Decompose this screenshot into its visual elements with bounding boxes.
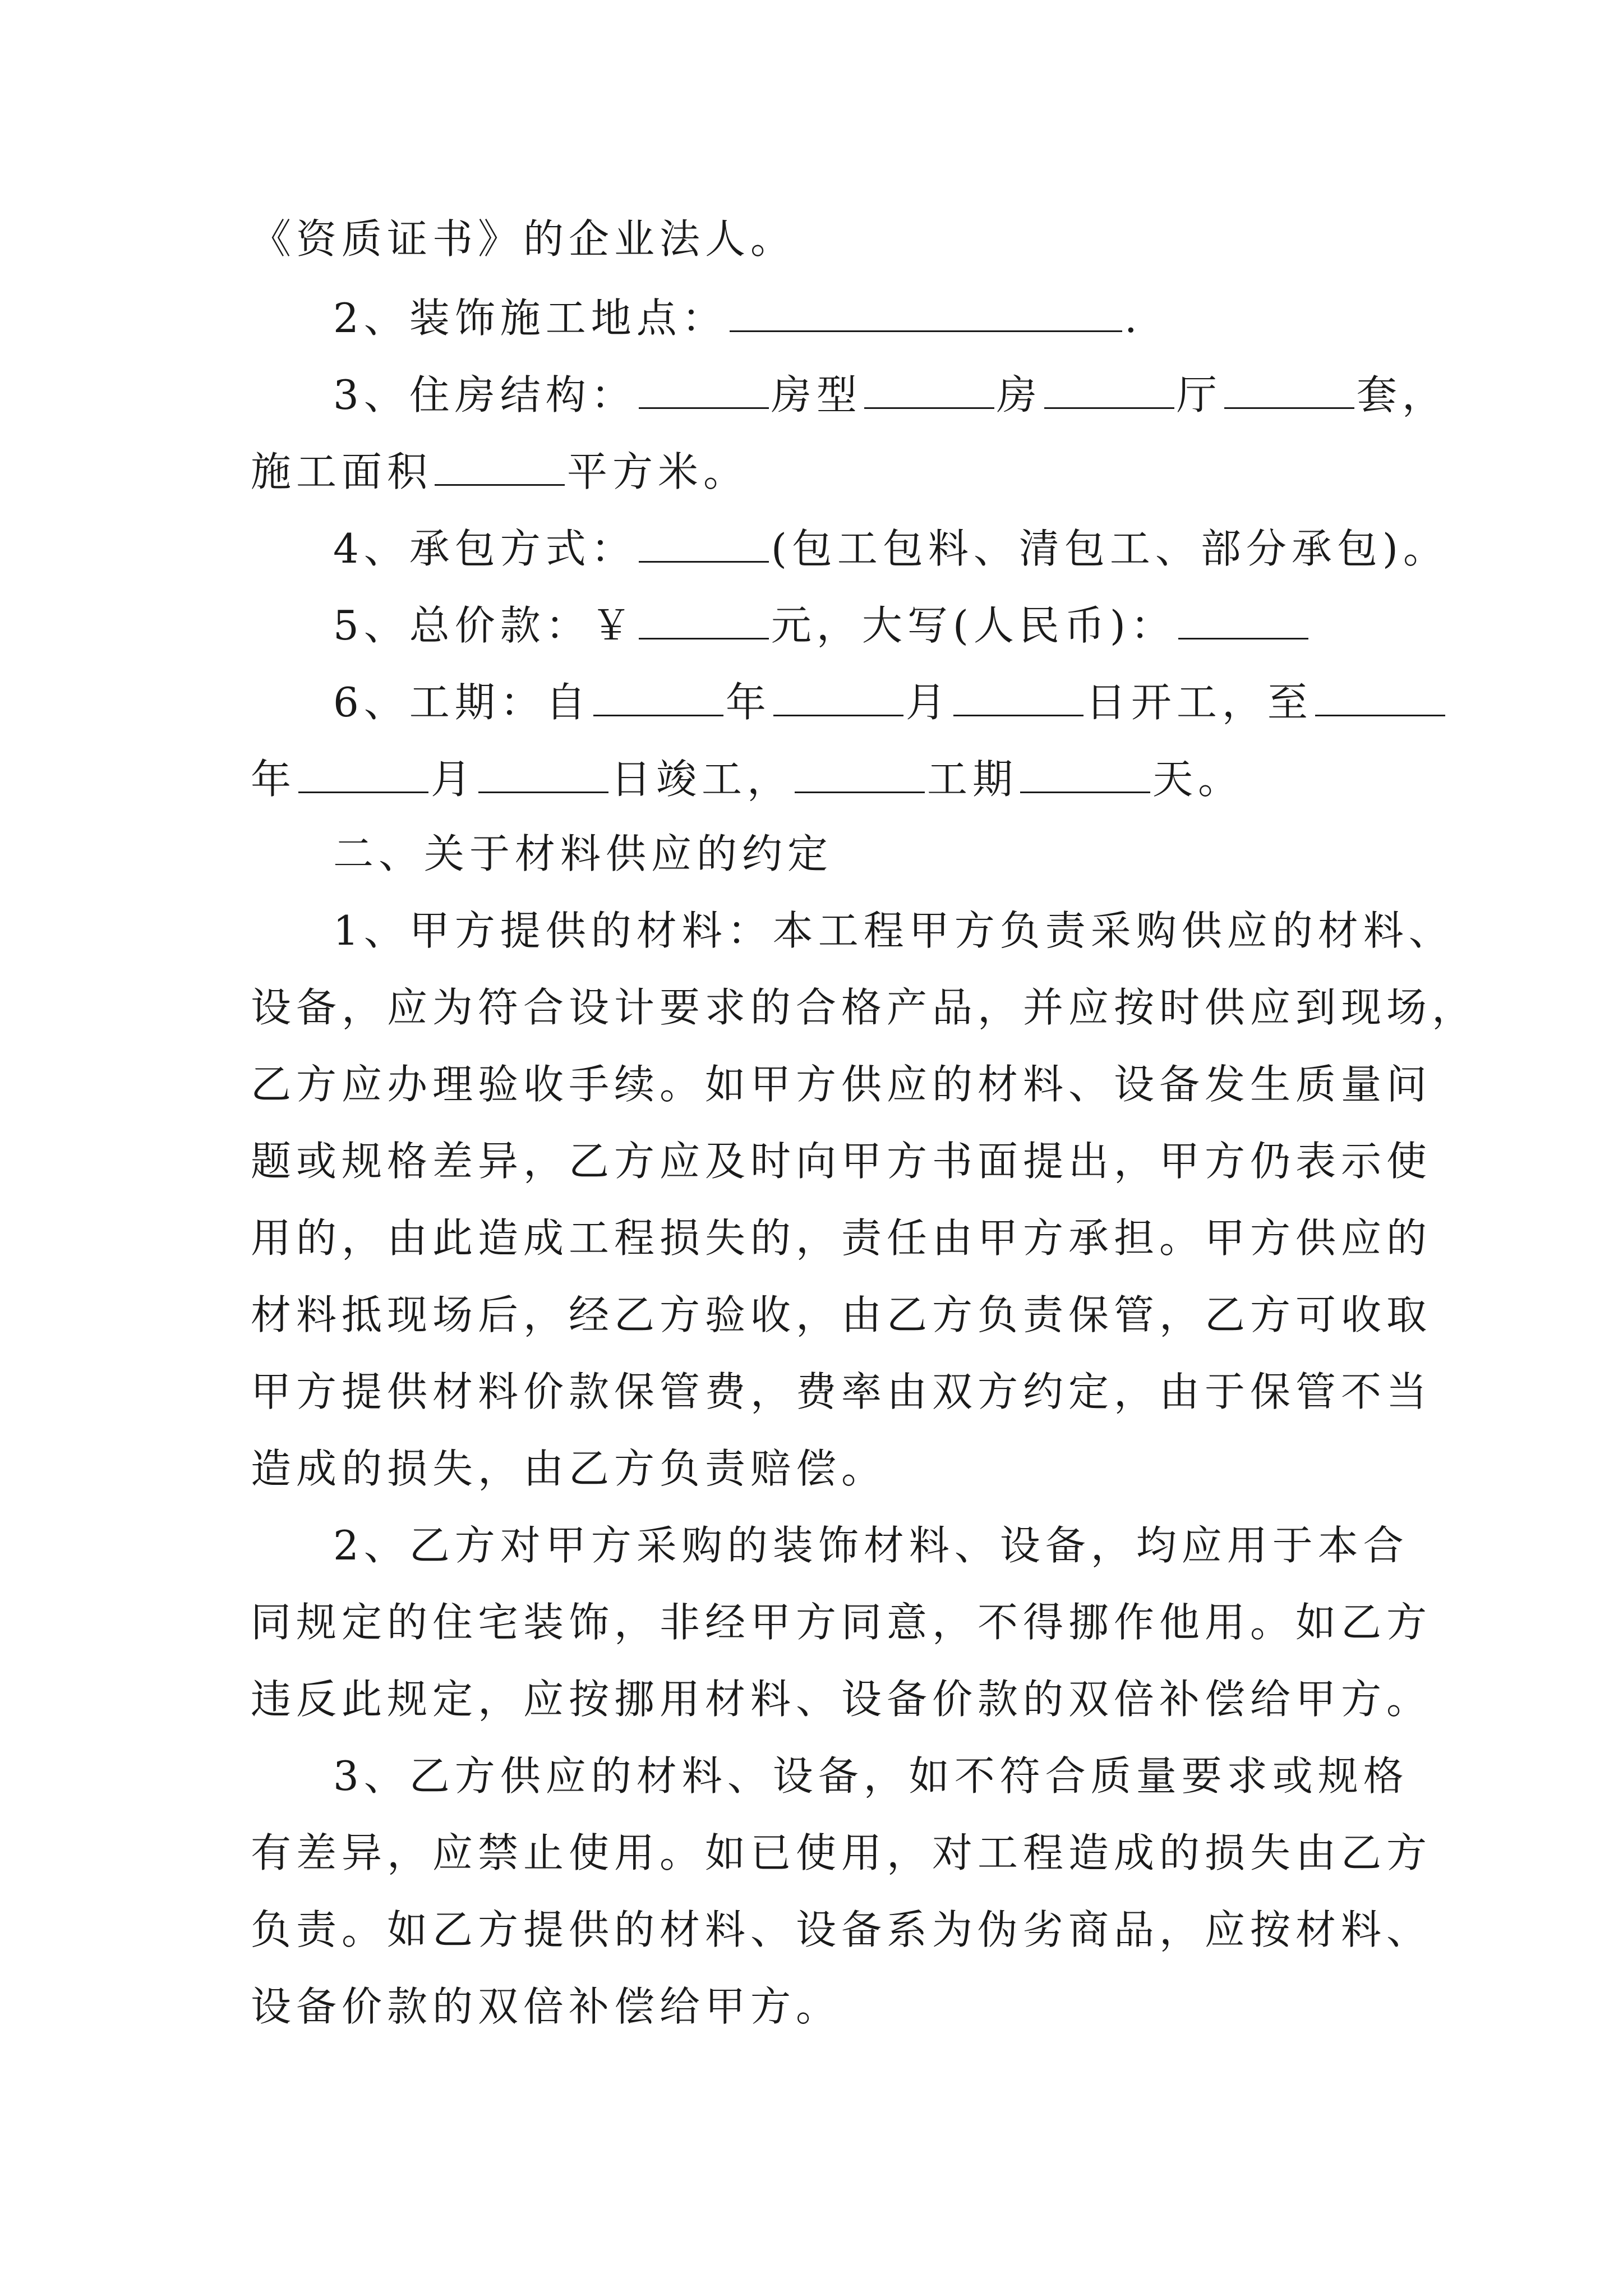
blank-field <box>639 372 769 409</box>
contract-method-line <box>333 525 1449 572</box>
blank-field <box>639 603 769 639</box>
blank-field <box>773 680 903 716</box>
text: 工期 <box>927 756 1018 803</box>
text: 题或规格差异，乙方应及时向甲方书面提出，甲方仍表示使 <box>251 1138 1432 1185</box>
blank-field <box>478 757 608 793</box>
text: 2、装饰施工地点： <box>333 295 727 342</box>
text: 负责。如乙方提供的材料、设备系为伪劣商品，应按材料、 <box>251 1906 1432 1953</box>
blank-field <box>639 526 769 563</box>
text: 同规定的住宅装饰，非经甲方同意，不得挪作他用。如乙方 <box>251 1599 1432 1646</box>
text: 平方米。 <box>567 448 749 495</box>
area-line <box>251 448 749 495</box>
text: 乙方应办理验收手续。如甲方供应的材料、设备发生质量问 <box>251 1061 1432 1108</box>
blank-field <box>864 372 994 409</box>
paragraph-line <box>333 1522 1409 1569</box>
section-title: 二、关于材料供应的约定 <box>333 830 833 877</box>
paragraph-line <box>333 1752 1409 1800</box>
text: 年 <box>251 756 297 803</box>
paragraph-line <box>251 984 1478 1031</box>
text: 2、乙方对甲方采购的装饰材料、设备，均应用于本合 <box>333 1522 1409 1569</box>
blank-field <box>1044 372 1174 409</box>
paragraph-line <box>251 1676 1432 1723</box>
text: 4、承包方式： <box>333 525 637 572</box>
text: 甲方提供材料价款保管费，费率由双方约定，由于保管不当 <box>251 1368 1432 1415</box>
text: 设备价款的双倍补偿给甲方。 <box>251 1983 842 2030</box>
paragraph-line <box>251 1829 1432 1876</box>
text: 日开工，至 <box>1085 679 1313 726</box>
blank-field <box>435 449 565 486</box>
blank-field <box>1224 372 1354 409</box>
paragraph-line <box>251 1368 1432 1415</box>
paragraph-line <box>251 1291 1432 1338</box>
paragraph-line <box>251 1983 842 2030</box>
text: 房 <box>996 371 1042 418</box>
paragraph-line <box>251 215 796 263</box>
total-price-line <box>333 602 1311 649</box>
text: 材料抵现场后，经乙方验收，由乙方负责保管，乙方可收取 <box>251 1291 1432 1338</box>
text: 违反此规定，应按挪用材料、设备价款的双倍补偿给甲方。 <box>251 1676 1432 1723</box>
text: 用的，由此造成工程损失的，责任由甲方承担。甲方供应的 <box>251 1214 1432 1262</box>
blank-field <box>1020 757 1150 793</box>
paragraph-line <box>251 1138 1432 1185</box>
text: 年 <box>725 679 771 726</box>
text: 3、住房结构： <box>333 371 637 418</box>
section-heading <box>333 830 833 877</box>
text: 施工面积 <box>251 448 433 495</box>
blank-field <box>1178 603 1308 639</box>
blank-field <box>795 757 925 793</box>
text: . <box>1124 295 1142 342</box>
text: 月 <box>905 679 951 726</box>
text: 套， <box>1356 371 1447 418</box>
blank-field <box>593 680 723 716</box>
blank-field <box>730 296 1122 332</box>
text: 1、甲方提供的材料：本工程甲方负责采购供应的材料、 <box>333 907 1454 954</box>
text: 有差异，应禁止使用。如已使用，对工程造成的损失由乙方 <box>251 1829 1432 1876</box>
schedule-line <box>333 679 1447 726</box>
text: 造成的损失，由乙方负责赔偿。 <box>251 1445 887 1492</box>
text: 6、工期：自 <box>333 679 591 726</box>
text: 日竣工， <box>611 756 793 803</box>
blank-field <box>298 757 428 793</box>
text: 厅 <box>1176 371 1222 418</box>
paragraph-line <box>251 1906 1432 1953</box>
housing-structure-line <box>333 371 1447 418</box>
blank-field <box>1315 680 1445 716</box>
text: 天。 <box>1152 756 1244 803</box>
text: (包工包料、清包工、部分承包)。 <box>771 525 1449 572</box>
text: 元，大写(人民币)： <box>771 602 1176 649</box>
blank-field <box>953 680 1083 716</box>
schedule-line-2 <box>251 756 1244 803</box>
paragraph-line <box>251 1061 1432 1108</box>
text: 月 <box>431 756 477 803</box>
text: 3、乙方供应的材料、设备，如不符合质量要求或规格 <box>333 1752 1409 1800</box>
text: 房型 <box>771 371 862 418</box>
paragraph-line <box>251 1214 1432 1262</box>
text: 设备，应为符合设计要求的合格产品，并应按时供应到现场， <box>251 984 1478 1031</box>
construction-site-line <box>333 295 1142 342</box>
text: 5、总价款：￥ <box>333 602 637 649</box>
paragraph-line <box>251 1445 887 1492</box>
text: 《资质证书》的企业法人。 <box>251 215 796 263</box>
paragraph-line <box>251 1599 1432 1646</box>
paragraph-line <box>333 907 1454 954</box>
